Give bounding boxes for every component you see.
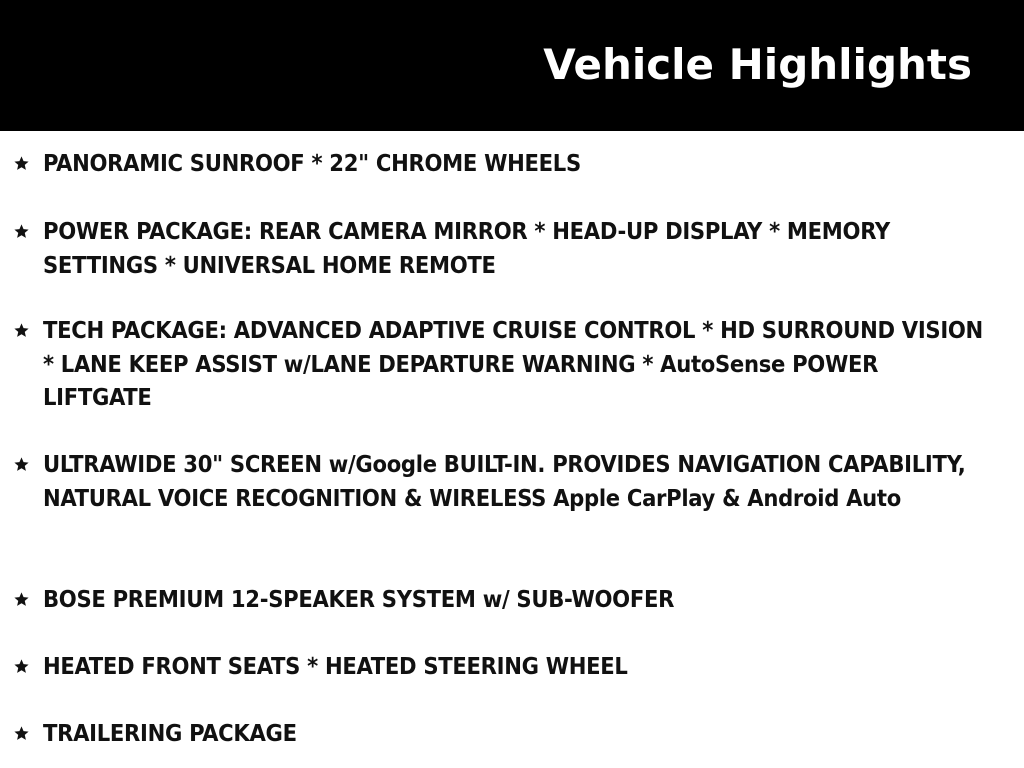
star-icon [10, 650, 32, 683]
star-icon [10, 583, 32, 616]
highlight-text: BOSE PREMIUM 12-SPEAKER SYSTEM w/ SUB-WOOFER [43, 585, 675, 613]
highlight-text: HEATED FRONT SEATS * HEATED STEERING WHEEL [43, 652, 628, 680]
star-icon [10, 717, 32, 750]
highlight-text: POWER PACKAGE: REAR CAMERA MIRROR * HEAD-UP DISPLAY * MEMORY SETTINGS * UNIVERSAL HOME REMOTE [43, 217, 890, 279]
star-icon [10, 448, 32, 481]
star-icon [10, 314, 32, 347]
star-icon [10, 147, 32, 180]
highlight-text: TRAILERING PACKAGE [43, 719, 297, 747]
highlight-text: ULTRAWIDE 30" SCREEN w/Google BUILT-IN. PROVIDES NAVIGATION CAPABILITY, NATURAL VOICE RECOGNITION & WIRELESS Apple CarPlay & Android Auto [43, 450, 966, 512]
highlight-text: PANORAMIC SUNROOF * 22" CHROME WHEELS [43, 149, 581, 177]
header-bar [0, 0, 1024, 131]
page-title: Vehicle Highlights [543, 40, 972, 89]
highlight-text: TECH PACKAGE: ADVANCED ADAPTIVE CRUISE CONTROL * HD SURROUND VISION * LANE KEEP ASSIST w/LANE DEPARTURE WARNING * AutoSense POWER LIFTGATE [43, 316, 983, 411]
star-icon [10, 215, 32, 248]
